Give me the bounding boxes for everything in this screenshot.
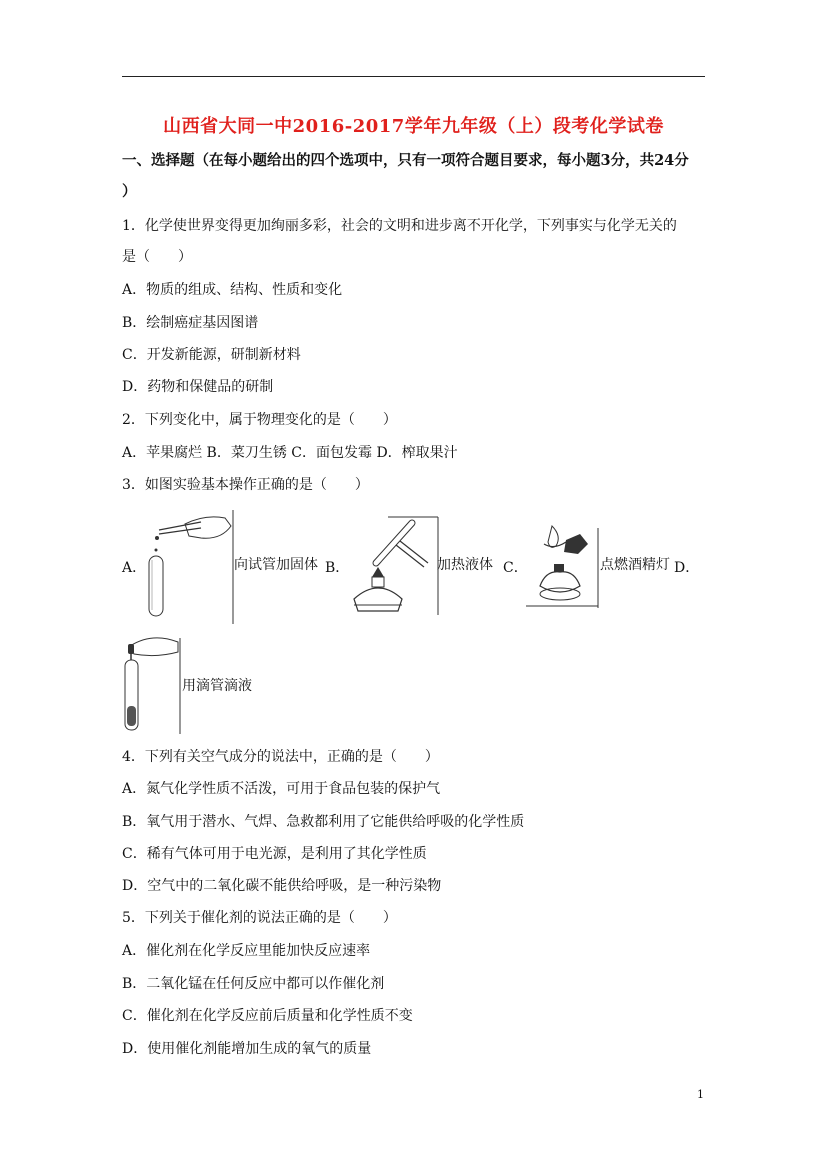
q1-option-a: A．物质的组成、结构、性质和变化: [122, 282, 343, 298]
q4-option-c: C．稀有气体可用于电光源，是利用了其化学性质: [122, 846, 427, 862]
header-rule: [122, 76, 705, 77]
q4-stem: 4．下列有关空气成分的说法中，正确的是（ ）: [122, 749, 439, 765]
q2-options: A．苹果腐烂 B．菜刀生锈 C．面包发霉 D．榨取果汁: [122, 445, 458, 461]
page-title: 山西省大同一中2016-2017学年九年级（上）段考化学试卷: [163, 116, 664, 137]
section-heading-cont: ）: [122, 183, 137, 200]
q1-stem: 1．化学使世界变得更加绚丽多彩，社会的文明和进步离不开化学，下列事实与化学无关的: [122, 218, 677, 234]
q3-stem: 3．如图实验基本操作正确的是（ ）: [122, 477, 369, 493]
q4-option-a: A．氮气化学性质不活泼，可用于食品包装的保护气: [122, 781, 441, 797]
q3-option-a-caption: 向试管加固体: [234, 557, 318, 573]
q1-stem-cont: 是（ ）: [122, 249, 192, 265]
q3-figure-b: [348, 515, 440, 619]
q3-option-d-label: D．: [674, 560, 700, 576]
q3-figure-d: [122, 636, 182, 738]
q2-stem: 2．下列变化中，属于物理变化的是（ ）: [122, 412, 397, 428]
q3-figure-c: [526, 524, 600, 612]
q3-option-a-label: A．: [122, 560, 147, 576]
q4-option-d: D．空气中的二氧化碳不能供给呼吸，是一种污染物: [122, 878, 442, 894]
q1-option-b: B．绘制癌症基因图谱: [122, 315, 259, 331]
q5-option-b: B．二氧化锰在任何反应中都可以作催化剂: [122, 976, 385, 992]
q5-stem: 5．下列关于催化剂的说法正确的是（ ）: [122, 910, 397, 926]
q3-option-c-label: C．: [503, 560, 528, 576]
q1-option-d: D．药物和保健品的研制: [122, 379, 274, 395]
q3-option-b-caption: 加热液体: [437, 557, 493, 573]
q3-option-b-label: B．: [325, 560, 350, 576]
q5-option-c: C．催化剂在化学反应前后质量和化学性质不变: [122, 1008, 413, 1024]
q5-option-a: A．催化剂在化学反应里能加快反应速率: [122, 943, 371, 959]
page-number: 1: [697, 1088, 704, 1101]
q3-figure-a: [145, 510, 235, 628]
q3-option-d-caption: 用滴管滴液: [182, 678, 252, 694]
q3-option-c-caption: 点燃酒精灯: [600, 557, 670, 573]
section-heading: 一、选择题（在每小题给出的四个选项中，只有一项符合题目要求，每小题3分，共24分: [122, 152, 689, 169]
q4-option-b: B．氧气用于潜水、气焊、急救都利用了它能供给呼吸的化学性质: [122, 814, 525, 830]
q5-option-d: D．使用催化剂能增加生成的氧气的质量: [122, 1041, 372, 1057]
q1-option-c: C．开发新能源，研制新材料: [122, 347, 301, 363]
